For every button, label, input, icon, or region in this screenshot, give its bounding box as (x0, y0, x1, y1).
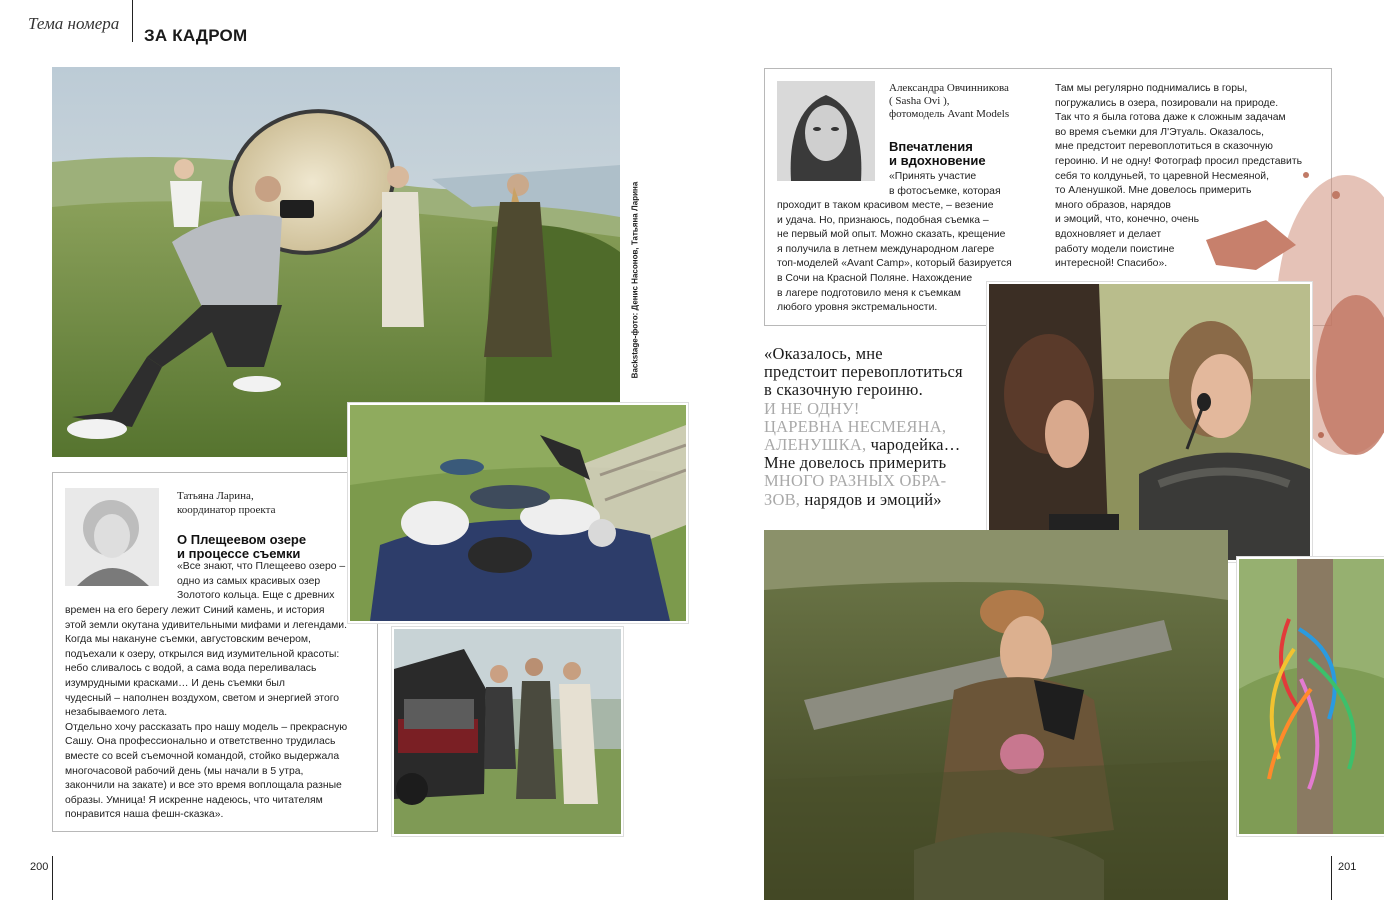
ovchinnikova-body-col2: Там мы регулярно поднимались в горы, погружались в озера, позировали на природе. Так что я была готова даже к сложным задачам во время съемки для Л'Этуаль. Оказалось, мне предстоит перевоплотиться в сказочную героиню. И не одну! Фотограф просил представить себя то колдуньей, то царевной Несмеяной, то Аленушкой. Мне довелось примерить много образов, нарядов и эмоций, что, конечно, очень вдохновляет и делает работу модели поистине интересной! Спасибо». (1055, 83, 1303, 270)
larina-name: Татьяна Ларина, (177, 490, 254, 502)
footer-divider-right (1331, 856, 1332, 900)
photo-team-on-blanket (348, 403, 688, 623)
portrait-ovchinnikova (777, 81, 875, 181)
ovchinnikova-body: проходит в таком красивом месте, – везение и удача. Но, признаюсь, подобная съемка – не первый мой опыт. Можно сказать, крещение я получила в летнем международном лагере топ-моделей «Avant Camp», который базируется в Сочи на Красной Поляне. Нахождение в лагере подготовило меня к съемкам любого уровня экстремальности. (777, 200, 1012, 314)
ovchinnikova-name: Александра Овчинникова ( Sasha Ovi ), фотомодель Avant Models (889, 82, 1010, 120)
section-title: ЗА КАДРОМ (144, 26, 248, 45)
footer-divider-left (52, 856, 53, 900)
page-number-left: 200 (30, 861, 49, 873)
portrait-larina (65, 488, 159, 586)
photo-credit-text: Backstage-фото: Денис Насонов, Татьяна Ларина (630, 181, 640, 379)
photo-photographer-with-reflector (52, 67, 620, 457)
photo-credit (628, 165, 642, 395)
pull-quote: «Оказалось, мне предстоит перевоплотиться в сказочную героиню. И НЕ ОДНУ! ЦАРЕВНА НЕСМЕЯНА, АЛЕНУШКА, чародейка… Мне довелось примерить МНОГО РАЗНЫХ ОБРА- ЗОВ, нарядов и эмоций» (764, 344, 963, 509)
larina-heading: О Плещеевом озере и процессе съемки (177, 532, 307, 561)
section-label: Тема номера (28, 14, 120, 33)
photo-makeup-brush (987, 282, 1312, 562)
photo-model-in-grass (764, 530, 1228, 900)
larina-role: координатор проекта (177, 504, 276, 516)
photo-ribbons-on-tree (1237, 557, 1384, 836)
interview-box-larina (52, 472, 378, 832)
page-number-right: 201 (1338, 861, 1357, 873)
ovchinnikova-body-top: «Принять участие в фотосъемке, которая (889, 171, 1001, 197)
header-divider (132, 0, 133, 42)
ovchinnikova-heading: Впечатления и вдохновение (889, 139, 986, 168)
photo-makeup-by-car (392, 627, 623, 836)
larina-body: времен на его берегу лежит Синий камень, и история этой земли окутана удивительными мифами и легендами. Когда мы накануне съемки, августовским вечером, подъехали к озеру, открылся вид изумительной красоты: небо сливалось с водой, а сама вода переливалась изумрудными красками… И день съемки был чудесный – наполнен воздухом, светом и энергией этого незабываемого лета. Отдельно хочу рассказать про нашу модель – прекрасную Сашу. Она профессионально и ответственно трудилась вместе со всей съемочной командой, стойко выдержала многочасовой рабочий день (мы начали в 5 утра, закончили на закате) и все это время воплощала разные образы. Умница! Я искренне надеюсь, что читателям понравится наша фешн-сказка». (65, 605, 348, 821)
larina-body-top: «Все знают, что Плещеево озеро – одно из самых красивых озер Золотого кольца. Еще с древних (177, 561, 346, 602)
